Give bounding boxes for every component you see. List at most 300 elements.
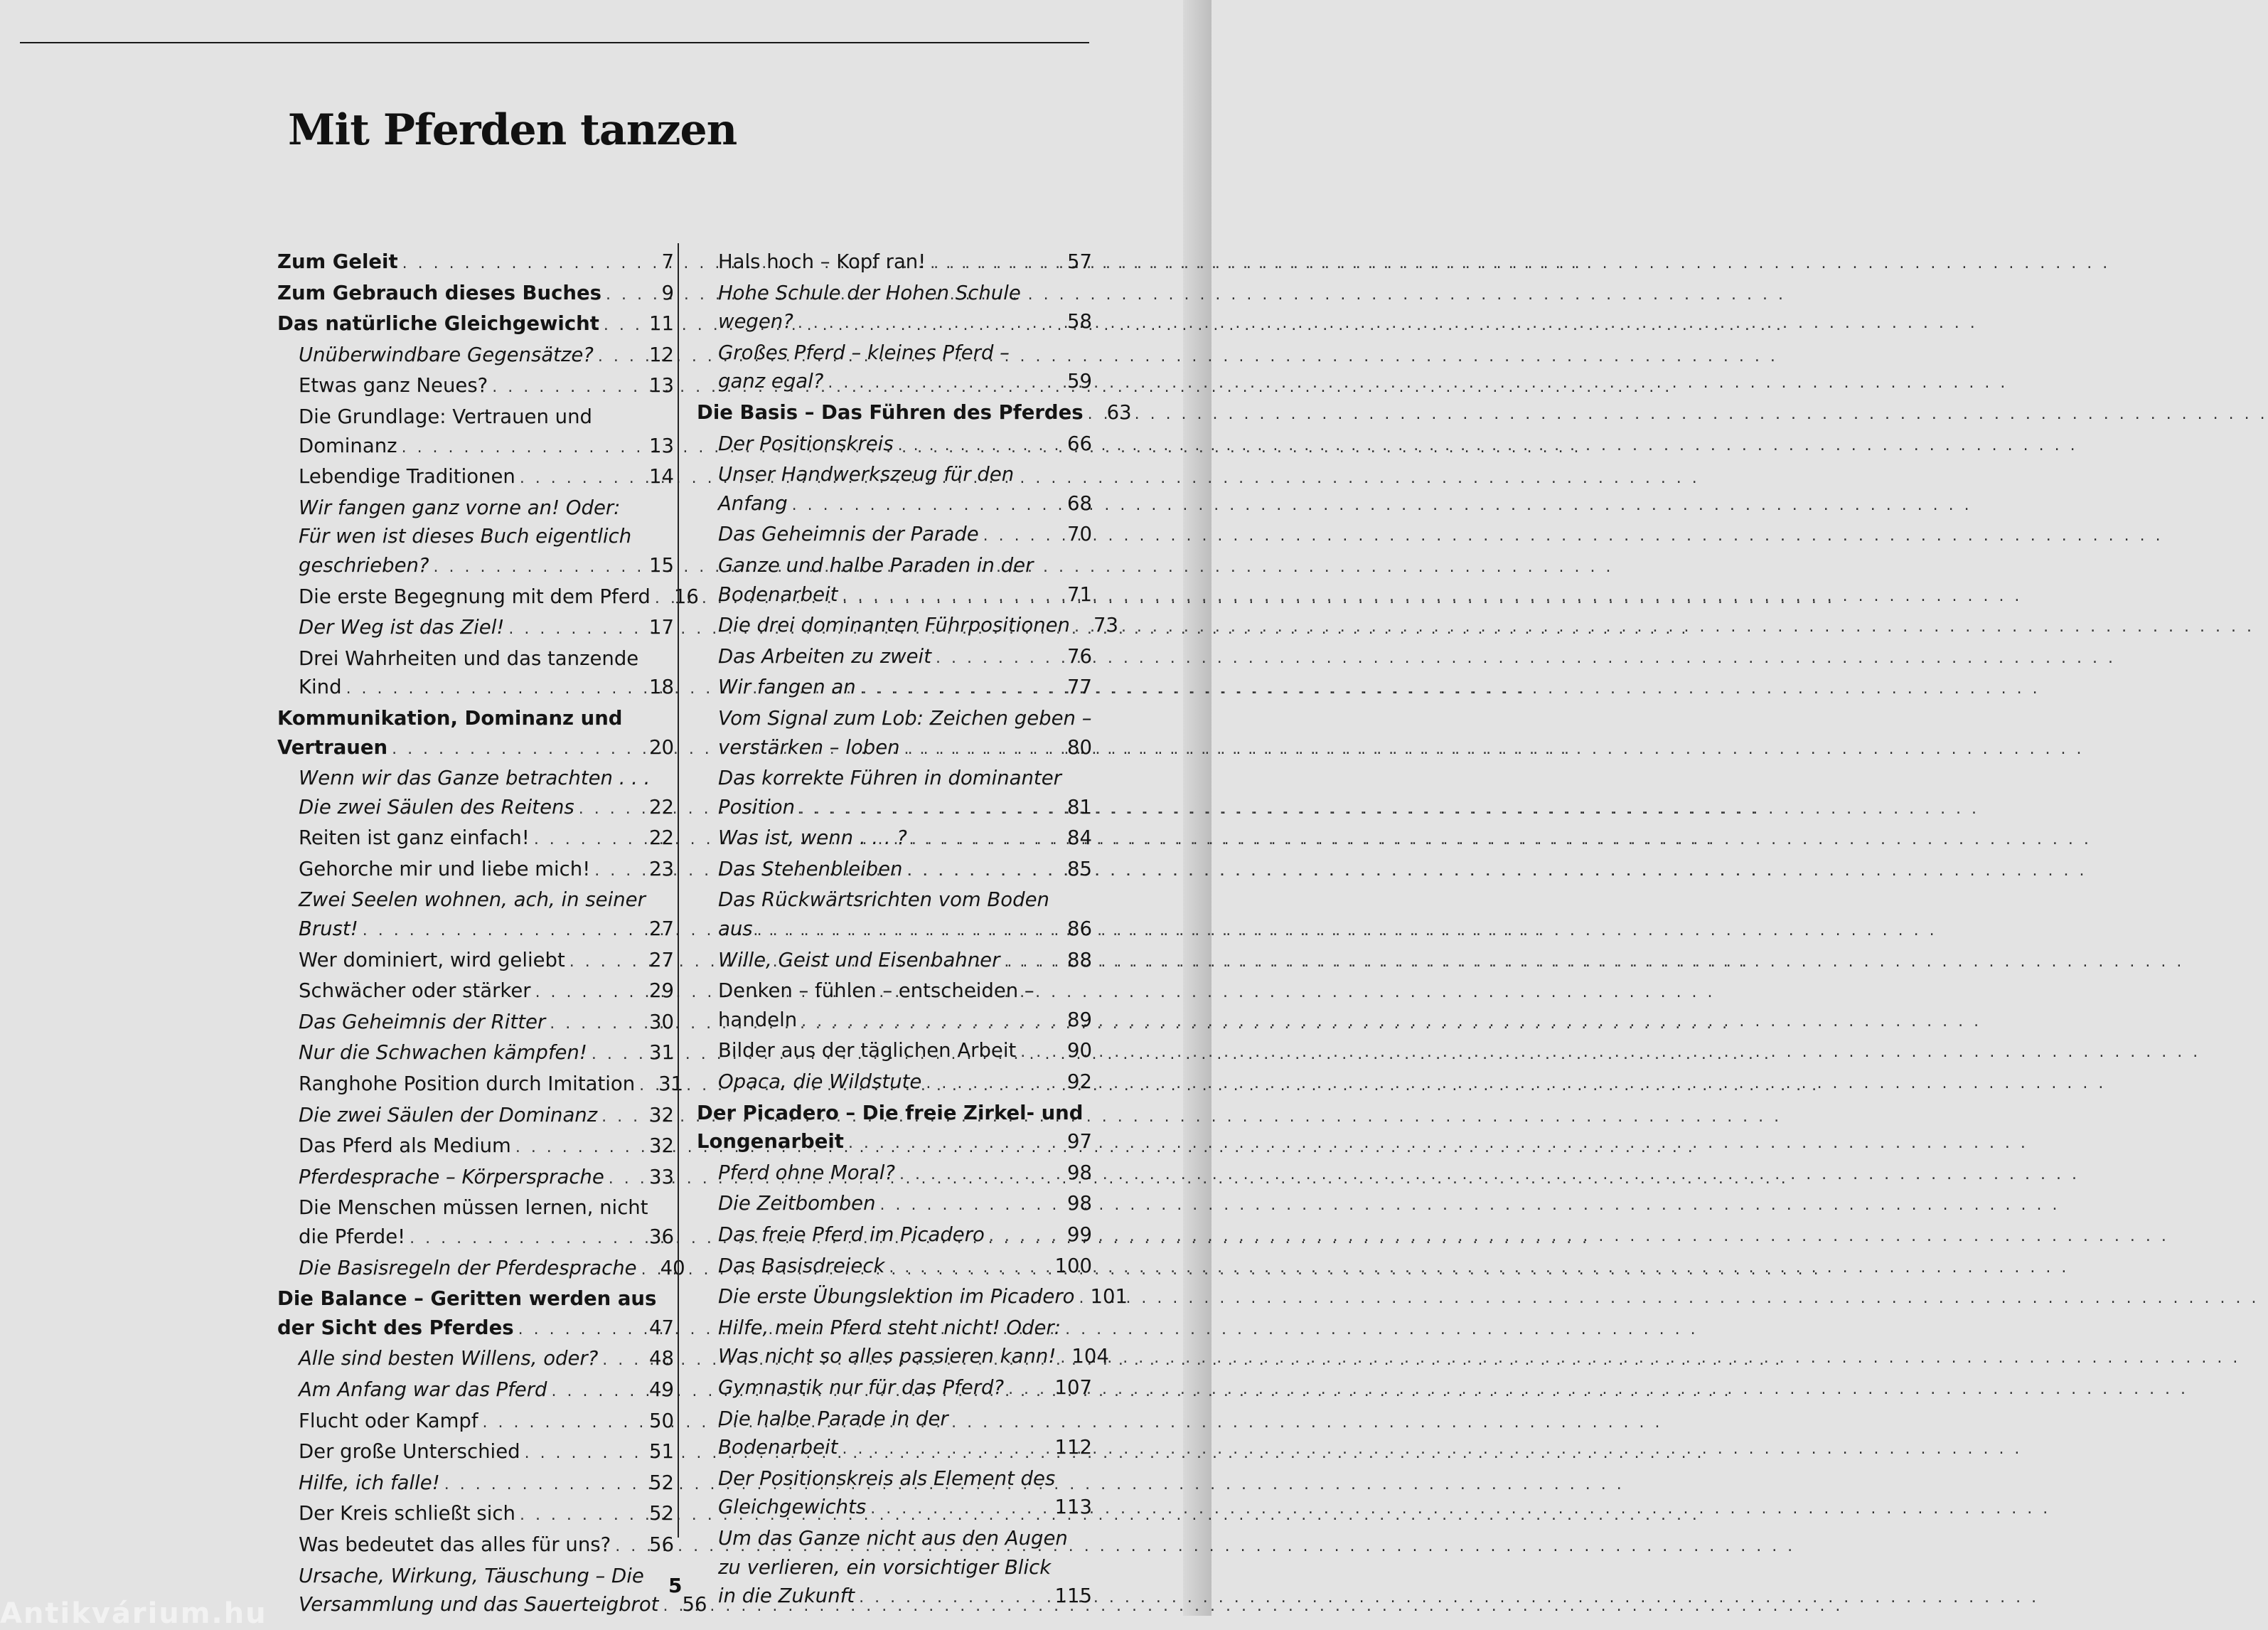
toc-entry [277,1254,685,1285]
toc-entry-line [697,946,1092,977]
toc-entry [277,1163,674,1194]
dot-leader [1008,1375,1050,1405]
toc-page-number: 31 [658,1072,684,1096]
toc-page-number: 115 [1054,1584,1092,1608]
section-title: Hohe Schule der Hohen Schule [718,281,1021,304]
dot-leader [492,373,637,403]
chapter-title: Zum Gebrauch dieses Buches [277,281,601,304]
toc-entry [697,1464,1092,1524]
toc-page-number: 47 [649,1316,674,1339]
toc-entry-line [277,1375,674,1407]
toc-entry [697,1220,1092,1252]
toc-entry [697,279,1092,339]
dot-leader [602,1346,637,1375]
section-title: Das Rückwärtsrichten vom Boden [718,888,1049,912]
toc-page-number: 101 [1090,1285,1128,1309]
section-title: Wir fangen ganz vorne an! Oder: [299,496,621,519]
toc-page-number: 27 [649,948,674,971]
toc-page-number: 81 [1067,795,1092,819]
section-title: Wille, Geist und Eisenbahner [718,948,1000,971]
section-title: Versammlung und das Sauerteigbrot [299,1593,659,1616]
toc-entry-line [277,644,674,673]
section-title: Um das Ganze nicht aus den Augen [718,1526,1068,1550]
dot-leader [615,1533,637,1562]
toc-entry-line [277,1131,674,1163]
toc-page-number: 56 [649,1533,674,1556]
section-title: die Pferde! [299,1225,406,1248]
toc-entry [697,1189,1092,1220]
dot-leader [402,434,637,463]
section-title: handeln [718,1008,798,1031]
toc-page-number: 15 [649,553,674,577]
section-title: Hilfe, ich falle! [299,1471,440,1494]
toc-entry-line [697,611,1118,642]
toc-entry-line [697,580,1092,612]
dot-leader [1060,1344,1067,1373]
toc-entry-line [697,1493,1092,1524]
toc-entry [697,946,1092,977]
toc-page-number: 104 [1071,1345,1109,1368]
section-title: Der Positionskreis als Element des [718,1466,1056,1490]
toc-page-number: 71 [1067,582,1092,606]
section-title: Bodenarbeit [718,582,838,606]
toc-page-number: 90 [1067,1039,1092,1062]
section-title: Das freie Pferd im Picadero [718,1223,985,1246]
dot-leader [508,615,637,644]
toc-entry [697,1524,1092,1613]
toc-entry-line [697,1553,1092,1582]
toc-page-number: 113 [1054,1496,1092,1519]
toc-entry [277,976,674,1008]
toc-entry-line [697,307,1092,339]
section-title: Für wen ist dieses Buch eigentlich [299,525,632,548]
toc-entry [697,704,1092,764]
toc-entry-line [277,793,674,824]
toc-page-number: 97 [1067,1130,1092,1154]
section-title: Reiten ist ganz einfach! [299,826,530,850]
toc-entry-line [277,764,674,793]
section-title: Was ist, wenn . . . ? [718,826,907,850]
dot-leader [889,1254,1050,1283]
toc-page-number: 98 [1067,1161,1092,1184]
section-title: Die Zeitbomben [718,1192,876,1215]
section-title: Vom Signal zum Lob: Zeichen geben – [718,706,1092,730]
chapter-title: Vertrauen [277,735,388,759]
toc-entry-line [277,733,674,765]
toc-entry-line [277,1038,674,1070]
toc-entry-line [277,341,674,372]
toc-entry-line [277,885,674,915]
toc-entry-line [277,1284,674,1314]
dot-leader [609,1165,637,1194]
toc-entry [277,1038,674,1070]
section-title: Anfang [718,491,788,515]
dot-leader [655,585,662,614]
toc-entry-line [277,432,674,463]
section-title: Unser Handwerkszeug für den [718,463,1015,486]
toc-entry [277,494,674,582]
dot-leader [402,250,637,279]
toc-entry-line [697,247,1092,279]
section-title: Gehorche mir und liebe mich! [299,857,591,880]
toc-page-number: 7 [661,250,674,273]
chapter-title: der Sicht des Pferdes [277,1316,514,1339]
toc-page-number: 63 [1106,400,1132,424]
section-title: Die halbe Parade in der [718,1407,948,1430]
toc-entry-line [277,1562,674,1591]
toc-entry [697,673,1092,704]
dot-leader [926,1070,1055,1099]
toc-entry-line [697,764,1092,793]
toc-page-number: 77 [1067,676,1092,699]
toc-page-number: 68 [1067,491,1092,515]
dot-leader [641,1256,648,1285]
section-title: Nur die Schwachen kämpfen! [299,1041,587,1065]
dot-leader [1074,613,1081,642]
toc-entry-line [697,915,1092,946]
toc-entry [277,1437,674,1469]
section-title: Wenn wir das Ganze betrachten . . . [299,767,651,790]
section-title: Opaca, die Wildstute [718,1070,922,1094]
toc-entry [277,764,674,793]
toc-entry [277,1101,674,1132]
dot-leader [579,795,637,824]
toc-entry [277,793,674,824]
dot-leader [392,735,637,765]
section-title: Pferdesprache – Körpersprache [299,1165,604,1188]
section-title: Der Positionskreis [718,432,894,455]
toc-entry-line [697,1252,1092,1283]
dot-leader [801,1008,1055,1037]
toc-entry-line [277,824,674,855]
dot-leader [598,343,637,372]
toc-entry [697,642,1092,673]
toc-entry-line [697,1036,1092,1067]
page-number: 5 [668,1574,683,1597]
toc-entry-line [277,279,674,310]
toc-page-number: 100 [1054,1254,1092,1277]
toc-entry-line [697,1342,1109,1373]
toc-entry [697,1314,1109,1373]
toc-entry [277,1499,674,1530]
toc-entry-line [277,1314,674,1345]
toc-entry-line [697,793,1092,824]
section-title: Das Basisdreieck [718,1254,885,1277]
toc-page-number: 86 [1067,917,1092,941]
toc-entry-line [277,522,674,551]
toc-entry-line [277,1193,674,1222]
dot-leader [346,675,637,704]
toc-entry-line [697,520,1092,551]
toc-entry-line [697,1220,1092,1252]
toc-page-number: 9 [661,281,674,304]
toc-entry-line [277,673,674,704]
chapter-title: Zum Geleit [277,250,398,273]
toc-entry [697,976,1092,1036]
section-title: Die zwei Säulen der Dominanz [299,1103,598,1126]
toc-page-number: 22 [649,826,674,850]
dot-leader [604,311,637,341]
toc-entry-line [697,733,1092,765]
toc-entry-line [277,915,674,946]
toc-page-number: 12 [649,343,674,366]
dot-leader [930,250,1055,279]
toc-entry [277,1070,684,1101]
toc-entry-line [697,460,1092,489]
toc-entry [277,1344,674,1375]
toc-page-number: 89 [1067,1008,1092,1031]
toc-entry [277,247,674,279]
toc-entry-line [697,885,1092,915]
toc-entry-line [697,1158,1092,1190]
toc-page-number: 31 [649,1041,674,1065]
toc-page-number: 88 [1067,948,1092,971]
toc-entry [277,613,674,644]
toc-page-number: 70 [1067,523,1092,546]
dot-leader [434,553,637,582]
toc-page-number: 59 [1067,370,1092,393]
toc-entry-line [277,1101,674,1132]
section-title: Dominanz [299,434,397,457]
toc-entry [697,1158,1092,1190]
dot-leader [551,1378,637,1407]
dot-leader [842,582,1055,612]
toc-entry-line [697,489,1092,521]
toc-entry [277,1530,674,1562]
section-title: Kind [299,676,342,699]
dot-leader [525,1439,637,1469]
dot-leader [569,948,637,977]
toc-page-number: 80 [1067,735,1092,759]
toc-entry-line [277,462,674,494]
toc-page-number: 49 [649,1378,674,1401]
section-title: Gymnastik nur für das Pferd? [718,1375,1005,1399]
toc-page-number: 27 [649,917,674,941]
section-title: Was nicht so alles passieren kann! [718,1345,1057,1368]
toc-page-number: 30 [649,1010,674,1033]
dot-leader [594,857,637,886]
section-title: Großes Pferd – kleines Pferd – [718,341,1010,364]
dot-leader [860,675,1055,704]
toc-entry-line [277,1469,674,1500]
toc-entry-line [277,1222,674,1254]
dot-leader [880,1191,1055,1220]
dot-leader [534,826,637,855]
toc-entry [697,1067,1092,1099]
toc-entry [277,946,674,977]
toc-entry-line [277,1437,674,1469]
toc-entry [277,1375,674,1407]
section-title: ganz egal? [718,370,824,393]
toc-entry-line [277,551,674,582]
dot-leader [828,369,1055,398]
toc-entry-line [277,1530,674,1562]
toc-page-number: 57 [1067,250,1092,273]
toc-page-number: 17 [649,616,674,639]
dot-leader [1088,400,1095,430]
toc-entry [277,855,674,886]
chapter-title: Longenarbeit [697,1130,844,1154]
toc-entry-line [697,339,1092,368]
toc-page-number: 36 [649,1225,674,1248]
section-title: Der Kreis schließt sich [299,1502,515,1525]
toc-entry [277,704,674,764]
toc-page-number: 58 [1067,310,1092,334]
toc-entry [697,1252,1092,1283]
dot-leader [606,281,637,310]
toc-entry [277,1284,674,1344]
dot-leader [483,1409,637,1438]
dot-leader [410,1225,637,1254]
toc-entry-line [697,642,1092,673]
toc-entry-line [697,1314,1092,1343]
toc-page-number: 20 [649,735,674,759]
top-rule [20,42,1089,43]
toc-page-number: 52 [649,1471,674,1494]
section-title: aus [718,917,753,941]
dot-leader [639,1072,646,1101]
section-title: Flucht oder Kampf [299,1409,478,1432]
section-title: Lebendige Traditionen [299,465,515,489]
toc-page-number: 92 [1067,1070,1092,1094]
toc-page-number: 13 [649,434,674,457]
toc-entry [277,462,674,494]
section-title: Brust! [299,917,358,941]
dot-leader [550,1010,637,1039]
toc-page-number: 29 [649,979,674,1003]
toc-entry [697,1405,1092,1464]
dot-leader [859,1584,1050,1613]
toc-entry [697,430,1092,461]
toc-page-number: 98 [1067,1192,1092,1215]
toc-entry-line [697,1127,1092,1158]
section-title: Der Weg ist das Ziel! [299,616,505,639]
section-title: Das Geheimnis der Ritter [299,1010,546,1033]
toc-entry-line [697,551,1092,580]
dot-leader [1004,948,1055,977]
toc-entry-line [277,1008,674,1039]
section-title: Etwas ganz Neues? [299,374,488,398]
toc-page-number: 48 [649,1347,674,1370]
toc-entry-line [277,309,674,341]
dot-leader [757,917,1055,946]
section-title: Schwächer oder stärker [299,979,531,1003]
toc-entry-line [277,1070,684,1101]
toc-entry-line [697,398,1132,430]
toc-page-number: 16 [673,585,699,608]
toc-entry-line [277,1499,674,1530]
toc-entry-line [277,1254,685,1285]
section-title: in die Zukunft [718,1584,855,1608]
chapter-title: Der Picadero – Die freie Zirkel- und [697,1101,1084,1124]
toc-entry [697,551,1092,611]
section-title: Das korrekte Führen in dominanter [718,767,1061,790]
section-title: Das Arbeiten zu zweit [718,644,931,668]
toc-page-number: 76 [1067,644,1092,668]
toc-entry [277,1407,674,1438]
toc-entry-line [697,1006,1092,1037]
toc-entry-line [697,704,1092,733]
section-title: Am Anfang war das Pferd [299,1378,547,1401]
toc-page-number: 14 [649,465,674,489]
section-title: Die erste Begegnung mit dem Pferd [299,585,651,608]
dot-leader [798,309,1055,339]
section-title: verstärken – loben [718,735,900,759]
toc-entry [697,1036,1092,1067]
toc-entry [697,1373,1092,1405]
toc-entry-line [697,1524,1092,1553]
toc-entry-line [697,1099,1092,1128]
dot-leader [983,522,1055,551]
column-divider [678,243,679,1538]
section-title: Die erste Übungslektion im Picadero [718,1285,1075,1309]
dot-leader [907,857,1056,886]
toc-page-number: 99 [1067,1223,1092,1246]
toc-entry-line [697,1405,1092,1434]
toc-entry [697,460,1092,520]
section-title: Unüberwindbare Gegensätze? [299,343,594,366]
toc-entry [697,824,1092,855]
section-title: wegen? [718,310,793,334]
toc-page-number: 32 [649,1134,674,1158]
chapter-title: Kommunikation, Dominanz und [277,706,623,730]
toc-entry [697,1099,1092,1158]
dot-leader [792,491,1055,521]
section-title: Die Menschen müssen lernen, nicht [299,1196,648,1220]
toc-entry [277,279,674,310]
toc-entry [697,855,1092,886]
section-title: Das Stehenbleiben [718,857,903,880]
dot-leader [899,1161,1055,1190]
toc-page-number: 33 [649,1165,674,1188]
section-title: Bodenarbeit [718,1436,838,1459]
dot-leader [870,1495,1050,1524]
toc-entry [697,1282,1128,1314]
toc-entry-line [697,1373,1092,1405]
toc-entry-line [277,1407,674,1438]
section-title: Bilder aus der täglichen Arbeit [718,1039,1017,1062]
section-title: Wer dominiert, wird geliebt [299,948,565,971]
toc-entry-line [697,430,1092,461]
dot-leader [535,979,637,1008]
toc-entry-line [277,247,674,279]
section-title: Pferd ohne Moral? [718,1161,895,1184]
toc-entry [277,309,674,341]
dot-leader [848,1129,1055,1158]
section-title: Die zwei Säulen des Reitens [299,795,574,819]
dot-leader [518,1316,637,1345]
toc-entry-line [277,403,674,432]
toc-page-number: 107 [1054,1375,1092,1399]
dot-leader [601,1103,637,1132]
section-title: Was bedeutet das alles für uns? [299,1533,611,1556]
toc-left-column [277,247,707,1621]
toc-entry-line [697,1582,1092,1613]
toc-entry-line [697,1067,1092,1099]
dot-leader [515,1134,637,1163]
toc-entry-line [277,976,674,1008]
toc-entry [277,1008,674,1039]
toc-page-number: 56 [682,1593,707,1616]
section-title: Das Pferd als Medium [299,1134,511,1158]
toc-entry-line [697,824,1092,855]
toc-page-number: 84 [1067,826,1092,850]
toc-entry [277,1562,707,1621]
section-title: Position [718,795,796,819]
section-title: Drei Wahrheiten und das tanzende [299,646,639,670]
toc-entry-line [697,1282,1128,1314]
toc-entry [277,403,674,462]
